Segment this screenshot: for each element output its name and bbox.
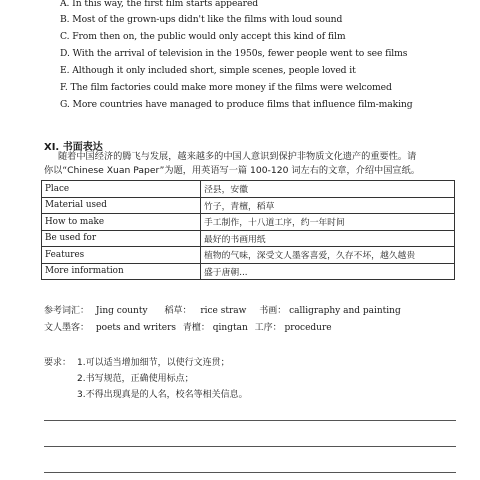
- ref-term: qingtan: [212, 323, 248, 333]
- option-c: C. From then on, the public would only accept this kind of film: [60, 31, 346, 42]
- option-d: D. With the arrival of television in the 1950s, fewer people went to see films: [60, 48, 408, 59]
- row-label: Features: [42, 247, 201, 264]
- row-value: 竹子，青檀，稻草: [201, 197, 455, 214]
- requirement-1: 1.可以适当增加细节，以使行文连贯；: [77, 358, 230, 368]
- ref-term: Jing county: [95, 306, 148, 316]
- row-label: Be used for: [42, 230, 201, 247]
- row-label: Material used: [42, 197, 201, 214]
- requirement-3: 3.不得出现真是的人名，校名等相关信息。: [77, 390, 248, 400]
- writing-line[interactable]: [44, 446, 456, 447]
- row-label: Place: [42, 181, 201, 198]
- ref-term: 青檀：: [182, 323, 210, 333]
- option-f: F. The film factories could make more money if the films were welcomed: [60, 82, 392, 93]
- row-label: More information: [42, 263, 201, 280]
- table-row: [42, 197, 455, 214]
- table-row: [42, 181, 455, 198]
- table-row: [42, 247, 455, 264]
- reference-line-1: [44, 305, 401, 317]
- reference-lead: 参考词汇：: [44, 306, 90, 316]
- table-row: [42, 263, 455, 280]
- option-g: G. More countries have managed to produce films that influence film-making: [60, 99, 413, 110]
- writing-line[interactable]: [44, 472, 456, 473]
- table-row: [42, 214, 455, 231]
- intro-line-2: 你以“Chinese Xuan Paper”为题，用英语写一篇 100-120 词左右的文章，介绍中国宣纸。: [44, 165, 420, 176]
- row-value: 植物的气味，深受文人墨客喜爱，久存不坏，越久越贵: [201, 247, 455, 264]
- ref-term: rice straw: [200, 306, 247, 316]
- table-row: [42, 230, 455, 247]
- row-value: 泾县，安徽: [201, 181, 455, 198]
- reference-line-2: [44, 322, 332, 334]
- ref-term: 工序：: [254, 323, 282, 333]
- reference-lead: 文人墨客：: [44, 323, 90, 333]
- row-value: 手工制作，十八道工序，约一年时间: [201, 214, 455, 231]
- ref-term: poets and writers: [95, 323, 177, 333]
- ref-term: 稻草：: [164, 306, 192, 316]
- requirements-lead: 要求：: [44, 358, 72, 368]
- option-b: B. Most of the grown-ups didn't like the films with loud sound: [60, 14, 343, 25]
- row-label: How to make: [42, 214, 201, 231]
- writing-line[interactable]: [44, 420, 456, 421]
- section-title: XI. 书面表达: [44, 142, 103, 153]
- row-value: 盛于唐朝...: [201, 263, 455, 280]
- intro-line-1: 随着中国经济的腾飞与发展，越来越多的中国人意识到保护非物质文化遗产的重要性。请: [58, 151, 417, 162]
- ref-term: calligraphy and painting: [289, 306, 401, 316]
- option-a: A. In this way, the first film starts appeared: [60, 0, 259, 9]
- option-e: E. Although it only included short, simple scenes, people loved it: [60, 65, 356, 76]
- ref-term: 书画：: [259, 306, 287, 316]
- ref-term: procedure: [284, 323, 332, 333]
- info-table: [41, 180, 455, 280]
- row-value: 最好的书画用纸: [201, 230, 455, 247]
- requirement-2: 2.书写规范，正确使用标点；: [77, 374, 194, 384]
